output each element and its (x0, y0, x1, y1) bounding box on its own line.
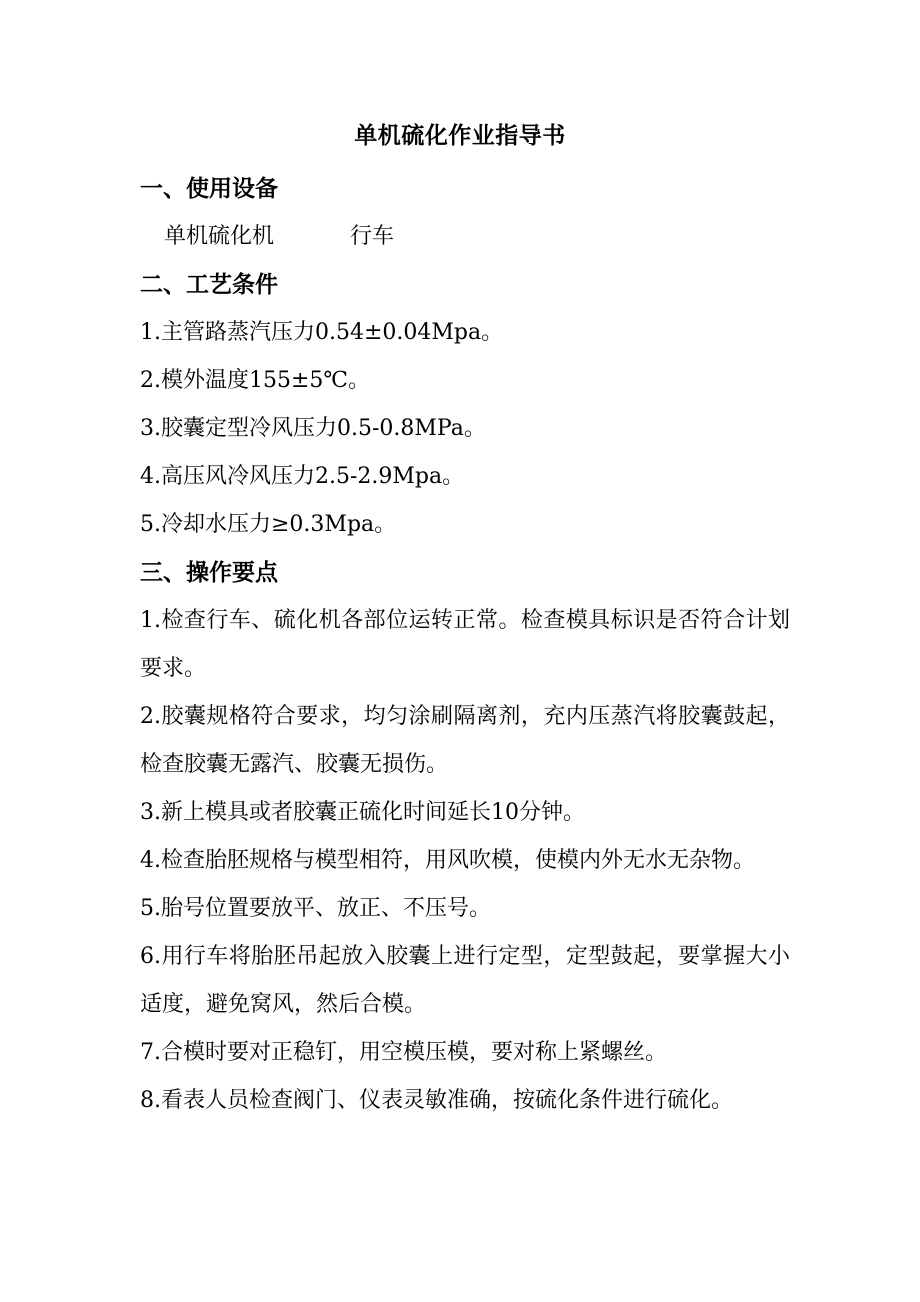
section-heading-operation-points: 三、操作要点 (140, 559, 278, 586)
operation-item: 1.检查行车、硫化机各部位运转正常。检查模具标识是否符合计划要求。 (140, 608, 790, 681)
operation-item: 8.看表人员检查阀门、仪表灵敏准确，按硫化条件进行硫化。 (140, 1088, 733, 1113)
operation-item: 5.胎号位置要放平、放正、不压号。 (140, 896, 491, 921)
section-heading-equipment: 一、使用设备 (140, 175, 278, 202)
condition-item: 2.模外温度155±5℃。 (140, 368, 371, 393)
operation-item: 6.用行车将胎胚吊起放入胶囊上进行定型，定型鼓起，要掌握大小适度，避免窝风，然后合模。 (140, 944, 790, 1017)
operation-item: 2.胶囊规格符合要求，均匀涂刷隔离剂，充内压蒸汽将胶囊鼓起，检查胶囊无露汽、胶囊无损伤。 (140, 704, 790, 777)
condition-item: 1.主管路蒸汽压力0.54±0.04Mpa。 (140, 320, 504, 345)
equipment-item: 行车 (350, 224, 395, 249)
equipment-item: 单机硫化机 (164, 224, 275, 249)
condition-item: 3.胶囊定型冷风压力0.5-0.8MPa。 (140, 416, 486, 441)
document-title: 单机硫化作业指导书 (354, 122, 566, 149)
operation-item: 3.新上模具或者胶囊正硫化时间延长10分钟。 (140, 800, 585, 825)
document-body (140, 165, 790, 1125)
condition-item: 5.冷却水压力≥0.3Mpa。 (140, 512, 397, 537)
equipment-list (140, 213, 790, 261)
section-heading-process-conditions: 二、工艺条件 (140, 271, 278, 298)
condition-item: 4.高压风冷风压力2.5-2.9Mpa。 (140, 464, 465, 489)
operation-item: 7.合模时要对正稳钉，用空模压模，要对称上紧螺丝。 (140, 1040, 667, 1065)
operation-item: 4.检查胎胚规格与模型相符，用风吹模，使模内外无水无杂物。 (140, 848, 755, 873)
